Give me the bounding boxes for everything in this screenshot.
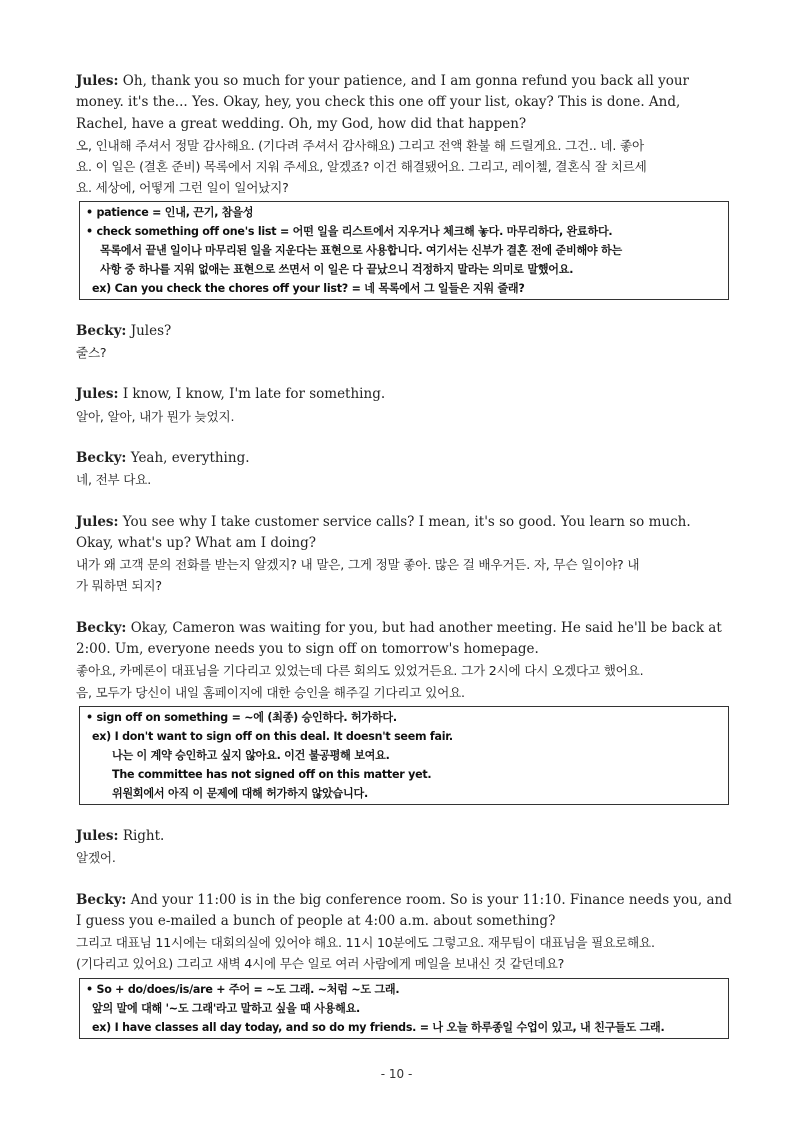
- line-ko: 네, 전부 다요.: [76, 472, 152, 488]
- dialogue-block: [76, 71, 734, 300]
- line-en: Jules: I know, I know, I'm late for something.: [76, 386, 386, 403]
- line-ko: (기다리고 있어요) 그리고 새벽 4시에 무슨 일로 여러 사람에게 메일을 보내신 것 같던데요?: [76, 956, 565, 972]
- line-en: Jules: Right.: [76, 827, 165, 844]
- dialogue-block: [76, 384, 734, 427]
- line-en: Jules: Oh, thank you so much for your patience, and I am gonna refund you back all your: [76, 73, 689, 89]
- line-ko: 줄스?: [76, 345, 107, 361]
- line-en: Okay, what's up? What am I doing?: [76, 534, 316, 551]
- speaker: Jules:: [76, 513, 119, 530]
- vocab-note-box: [79, 978, 729, 1039]
- dialogue-block: [76, 448, 734, 491]
- note-line: ex) I have classes all day today, and so do my friends. = 나 오늘 하루종일 수업이 있고, 내 친구들도 그래.: [92, 1020, 665, 1034]
- note-line: • sign off on something = ~에 (최종) 승인하다. 허가하다.: [86, 710, 397, 724]
- line-en: 2:00. Um, everyone needs you to sign off on tomorrow's homepage.: [76, 641, 539, 658]
- line-en: Becky: And your 11:00 is in the big conference room. So is your 11:10. Finance needs you, and: [76, 891, 732, 908]
- line-ko: 요. 세상에, 어떻게 그런 일이 일어났지?: [76, 180, 289, 196]
- note-line: The committee has not signed off on this matter yet.: [112, 767, 432, 781]
- speaker: Jules:: [76, 386, 119, 403]
- line-en: I guess you e-mailed a bunch of people at 4:00 a.m. about something?: [76, 912, 556, 929]
- note-line: • check something off one's list = 어떤 일을 리스트에서 지우거나 체크해 놓다. 마무리하다, 완료하다.: [86, 224, 613, 238]
- speaker: Becky:: [76, 891, 127, 908]
- line-en: money. it's the... Yes. Okay, hey, you check this one off your list, okay? This is done. And,: [76, 94, 681, 111]
- line-en: Jules: You see why I take customer service calls? I mean, it's so good. You learn so much.: [76, 513, 691, 530]
- vocab-note-box: [79, 201, 729, 300]
- dialogue-block: [76, 321, 734, 364]
- document-page: [76, 71, 734, 1039]
- note-line: ex) I don't want to sign off on this deal. It doesn't seem fair.: [92, 729, 453, 743]
- line-en: Becky: Okay, Cameron was waiting for you, but had another meeting. He said he'll be back at: [76, 619, 722, 636]
- line-ko: 요. 이 일은 (결혼 준비) 목록에서 지워 주세요, 알겠죠? 이건 해결됐어요. 그리고, 레이첼, 결혼식 잘 치르세: [76, 159, 647, 175]
- line-en: Becky: Yeah, everything.: [76, 449, 250, 466]
- dialogue-block: [76, 512, 734, 597]
- line-ko: 좋아요, 카메론이 대표님을 기다리고 있었는데 다른 회의도 있었거든요. 그가 2시에 다시 오겠다고 했어요.: [76, 663, 644, 679]
- speaker: Becky:: [76, 449, 127, 466]
- line-en: Becky: Jules?: [76, 322, 172, 339]
- line-ko: 내가 왜 고객 문의 전화를 받는지 알겠지? 내 말은, 그게 정말 좋아. 많은 걸 배우거든. 자, 무슨 일이야? 내: [76, 557, 640, 573]
- note-line: 목록에서 끝낸 일이나 마무리된 일을 지운다는 표현으로 사용합니다. 여기서는 신부가 결혼 전에 준비해야 하는: [100, 243, 622, 257]
- speaker: Jules:: [76, 827, 119, 844]
- vocab-note-box: [79, 706, 729, 805]
- dialogue-block: [76, 890, 734, 1039]
- line-en: Rachel, have a great wedding. Oh, my God, how did that happen?: [76, 115, 527, 132]
- note-line: 위원회에서 아직 이 문제에 대해 허가하지 않았습니다.: [112, 786, 368, 800]
- line-ko: 음, 모두가 당신이 내일 홈페이지에 대한 승인을 해주길 기다리고 있어요.: [76, 684, 465, 700]
- line-ko: 오, 인내해 주셔서 정말 감사해요. (기다려 주셔서 감사해요) 그리고 전액 환불 해 드릴게요. 그건.. 네. 좋아: [76, 137, 644, 153]
- note-line: • So + do/does/is/are + 주어 = ~도 그래. ~처럼 ~도 그래.: [86, 982, 400, 996]
- note-line: 나는 이 계약 승인하고 싶지 않아요. 이건 불공평해 보여요.: [112, 748, 390, 762]
- note-line: • patience = 인내, 끈기, 참을성: [86, 205, 254, 219]
- note-line: 사항 중 하나를 지워 없애는 표현으로 쓰면서 이 일은 다 끝났으니 걱정하지 말라는 의미로 말했어요.: [100, 262, 574, 276]
- dialogue-block: [76, 826, 734, 869]
- note-line: 앞의 말에 대해 '~도 그래'라고 말하고 싶을 때 사용해요.: [92, 1001, 361, 1015]
- line-ko: 그리고 대표님 11시에는 대회의실에 있어야 해요. 11시 10분에도 그렇고요. 재무팀이 대표님을 필요로해요.: [76, 935, 655, 951]
- speaker: Becky:: [76, 619, 127, 636]
- page-number: - 10 -: [380, 1067, 413, 1081]
- line-ko: 알아, 알아, 내가 뭔가 늦었지.: [76, 408, 235, 424]
- speaker: Jules:: [76, 73, 119, 89]
- speaker: Becky:: [76, 322, 127, 339]
- line-ko: 알겠어.: [76, 850, 116, 866]
- line-ko: 가 뭐하면 되지?: [76, 578, 162, 594]
- dialogue-block: [76, 618, 734, 805]
- note-line: ex) Can you check the chores off your list? = 네 목록에서 그 일들은 지워 줄래?: [92, 281, 525, 295]
